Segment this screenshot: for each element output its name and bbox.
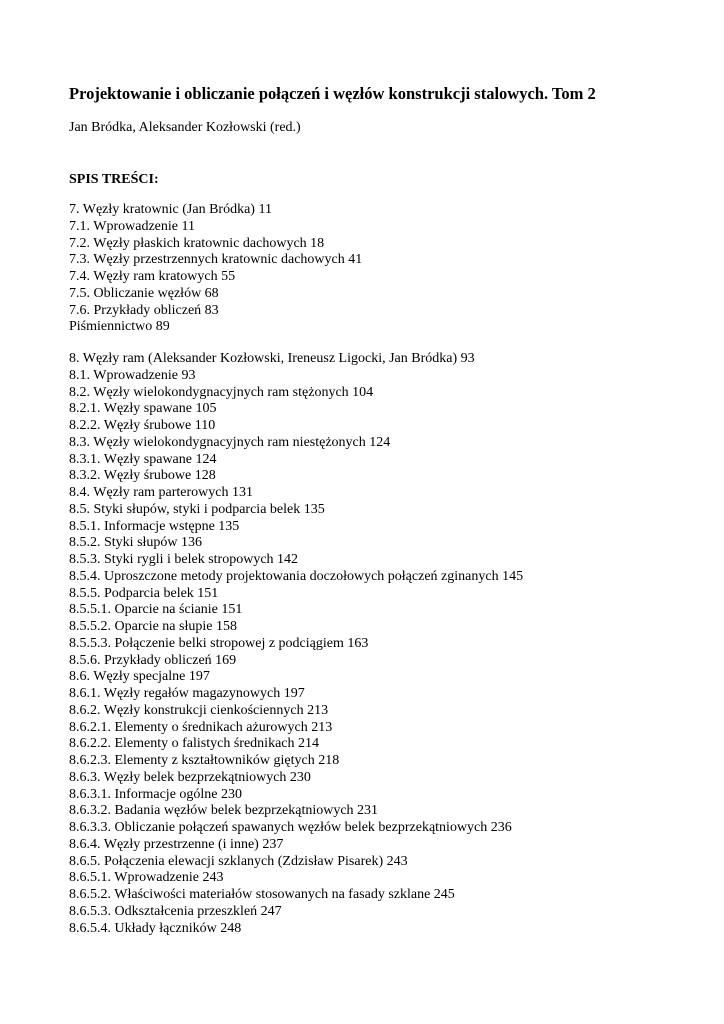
table-of-contents [69, 202, 523, 937]
toc-entry: 8.6.4. Węzły przestrzenne (i inne) 237 [69, 836, 284, 852]
toc-entry: 8.6.2.1. Elementy o średnikach ażurowych 213 [69, 719, 333, 735]
toc-entry: 7.6. Przykłady obliczeń 83 [69, 302, 219, 318]
toc-entry: 8.6.5. Połączenia elewacji szklanych (Zdzisław Pisarek) 243 [69, 853, 408, 869]
toc-entry: 8.6.2. Węzły konstrukcji cienkościennych 213 [69, 702, 329, 718]
toc-entry: 8.6.2.3. Elementy z kształtowników giętych 218 [69, 753, 340, 768]
document-authors: Jan Bródka, Aleksander Kozłowski (red.) [69, 120, 301, 135]
toc-entry: 8.3. Węzły wielokondygnacyjnych ram niestężonych 124 [69, 434, 391, 450]
toc-entry: 8.5.5.1. Oparcie na ścianie 151 [69, 602, 243, 618]
toc-entry: 8.2.2. Węzły śrubowe 110 [69, 418, 216, 433]
toc-entry: 8.6.5.1. Wprowadzenie 243 [69, 870, 224, 886]
toc-entry: 8.6.3. Węzły belek bezprzekątniowych 230 [69, 769, 311, 785]
toc-section-chapter-7 [69, 202, 523, 336]
toc-entry: 8.5.6. Przykłady obliczeń 169 [69, 652, 237, 668]
toc-entry: 8.6.5.3. Odkształcenia przeszkleń 247 [69, 903, 282, 919]
toc-entry: 8.5.5.2. Oparcie na słupie 158 [69, 619, 237, 634]
toc-entry: 8.5. Styki słupów, styki i podparcia belek 135 [69, 501, 325, 517]
toc-entry: 8.1. Wprowadzenie 93 [69, 367, 196, 383]
toc-entry: 8.6.5.4. Układy łączników 248 [69, 920, 242, 936]
toc-entry: 8.5.3. Styki rygli i belek stropowych 142 [69, 552, 299, 567]
toc-entry: 8.4. Węzły ram parterowych 131 [69, 485, 254, 500]
toc-entry: 8.3.2. Węzły śrubowe 128 [69, 468, 216, 484]
toc-entry: 8.6. Węzły specjalne 197 [69, 669, 210, 685]
toc-entry: 8.5.2. Styki słupów 136 [69, 535, 203, 551]
toc-entry: 8.6.5.2. Właściwości materiałów stosowanych na fasady szklane 245 [69, 887, 455, 902]
toc-entry: 7.3. Węzły przestrzennych kratownic dachowych 41 [69, 252, 363, 268]
toc-entry: 8.6.3.1. Informacje ogólne 230 [69, 786, 243, 802]
toc-entry: 8.2. Węzły wielokondygnacyjnych ram stężonych 104 [69, 384, 374, 400]
toc-entry: 8.6.3.3. Obliczanie połączeń spawanych węzłów belek bezprzekątniowych 236 [69, 820, 512, 835]
document-title: Projektowanie i obliczanie połączeń i węzłów konstrukcji stalowych. Tom 2 [69, 84, 596, 103]
toc-entry: 8.6.3.2. Badania węzłów belek bezprzekątniowych 231 [69, 803, 379, 819]
toc-entry: 8.2.1. Węzły spawane 105 [69, 401, 217, 417]
toc-entry: 7.1. Wprowadzenie 11 [69, 218, 195, 234]
toc-entry: Piśmiennictwo 89 [69, 319, 170, 335]
toc-entry: 8.5.5.3. Połączenie belki stropowej z podciągiem 163 [69, 635, 369, 651]
toc-entry: 7. Węzły kratownic (Jan Bródka) 11 [69, 202, 272, 217]
toc-entry: 8.5.4. Uproszczone metody projektowania doczołowych połączeń zginanych 145 [69, 568, 524, 584]
toc-entry: 8.6.1. Węzły regałów magazynowych 197 [69, 686, 305, 701]
section-spacer [69, 336, 523, 351]
toc-entry: 8. Węzły ram (Aleksander Kozłowski, Ireneusz Ligocki, Jan Bródka) 93 [69, 351, 475, 366]
toc-section-chapter-8 [69, 351, 523, 937]
toc-heading: SPIS TREŚCI: [69, 172, 159, 187]
toc-entry: 8.5.5. Podparcia belek 151 [69, 585, 219, 601]
toc-entry: 7.5. Obliczanie węzłów 68 [69, 285, 219, 301]
toc-entry: 8.3.1. Węzły spawane 124 [69, 451, 217, 467]
toc-entry: 8.5.1. Informacje wstępne 135 [69, 518, 240, 534]
toc-entry: 7.4. Węzły ram kratowych 55 [69, 269, 236, 284]
toc-entry: 7.2. Węzły płaskich kratownic dachowych 18 [69, 235, 325, 251]
toc-entry: 8.6.2.2. Elementy o falistych średnikach 214 [69, 736, 319, 752]
